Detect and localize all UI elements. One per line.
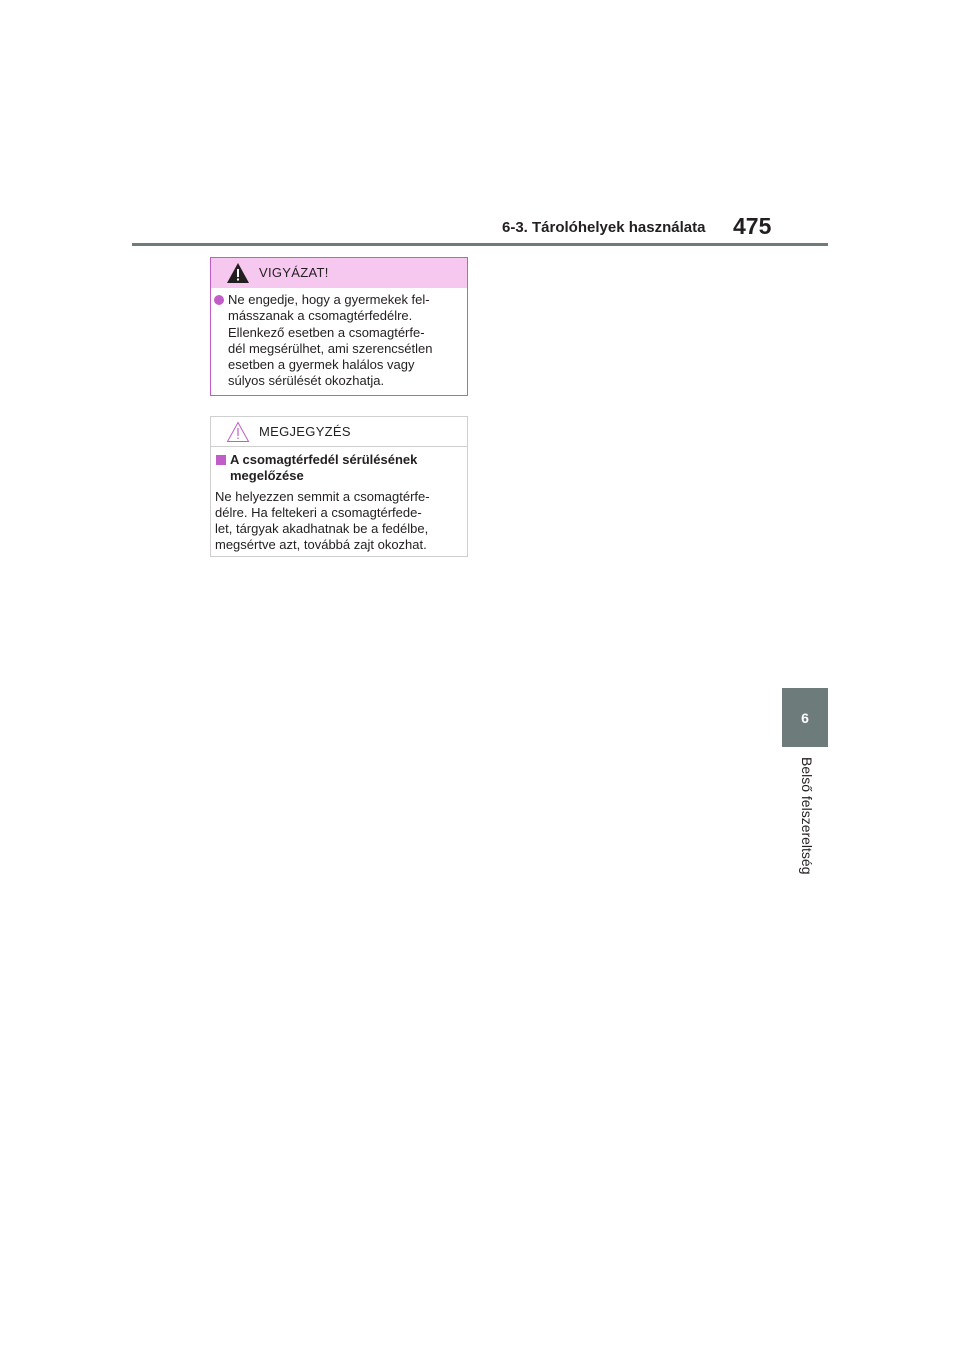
- notice-triangle-icon: [226, 421, 250, 443]
- header-divider: [132, 243, 828, 246]
- chapter-tab: [782, 688, 828, 747]
- chapter-number: 6: [801, 709, 809, 726]
- caution-title: VIGYÁZAT!: [259, 265, 329, 280]
- subheading-line: A csomagtérfedél sérülésének: [230, 452, 418, 467]
- caution-line: dél megsérülhet, ami szerencsétlen: [228, 340, 433, 356]
- caution-box: [210, 257, 468, 396]
- chapter-title: Belső felszereltség: [799, 757, 815, 875]
- caution-line: esetben a gyermek halálos vagy: [228, 357, 415, 373]
- notice-header: [211, 417, 467, 447]
- caution-line: Ne engedje, hogy a gyermekek fel-: [228, 292, 430, 307]
- warning-triangle-icon: [226, 262, 250, 284]
- square-bullet-icon: [216, 455, 226, 465]
- page-number: 475: [733, 213, 772, 239]
- notice-text: [215, 489, 461, 553]
- caution-line: másszanak a csomagtérfedélre.: [228, 308, 413, 324]
- notice-title: MEGJEGYZÉS: [259, 424, 351, 439]
- notice-content: [211, 447, 467, 553]
- bullet-dot-icon: [214, 295, 224, 305]
- notice-subheading: [215, 452, 461, 484]
- caution-bullet: [211, 288, 467, 390]
- notice-box: [210, 416, 468, 557]
- notice-line: let, tárgyak akadhatnak be a fedélbe,: [215, 521, 429, 536]
- caution-line: Ellenkező esetben a csomagtérfe-: [228, 324, 425, 340]
- section-title: 6-3. Tárolóhelyek használata: [502, 219, 706, 236]
- notice-line: megsértve azt, továbbá zajt okozhat.: [215, 537, 427, 552]
- subheading-line: megelőzése: [230, 468, 304, 483]
- notice-line: Ne helyezzen semmit a csomagtérfe-: [215, 489, 430, 504]
- caution-line: súlyos sérülését okozhatja.: [228, 373, 385, 389]
- notice-line: délre. Ha feltekeri a csomagtérfede-: [215, 505, 422, 520]
- caution-header: [211, 258, 467, 288]
